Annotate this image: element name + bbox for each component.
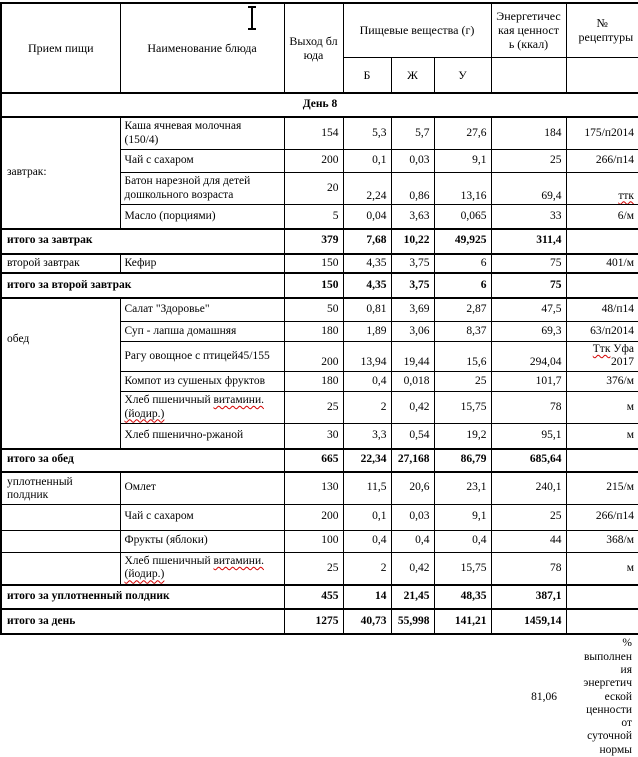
col-header-recipe-empty[interactable] [566,57,638,93]
cell-f[interactable]: 3,63 [391,205,434,229]
cell-kcal[interactable]: 33 [491,205,566,229]
percent-label[interactable]: % выполнения энергетической ценности от суточной нормы [583,637,632,756]
cell-f[interactable]: 21,45 [391,585,434,609]
cell-c[interactable]: 9,1 [434,504,491,530]
cell-c[interactable]: 25 [434,371,491,391]
cell-f[interactable]: 27,168 [391,449,434,472]
cell-kcal[interactable]: 47,5 [491,298,566,321]
col-header-nutrients[interactable]: Пищевые вещества (г) [343,3,491,57]
dish-name-cell[interactable]: Рагу овощное с птицей45/155 [120,341,284,371]
cell-out[interactable]: 180 [284,371,343,391]
misspelled-word: Ттк [592,342,611,355]
dish-name-cell[interactable]: Хлеб пшенично-ржаной [120,424,284,449]
total-row [1,449,638,472]
dish-row [1,472,638,505]
meal-cell-empty[interactable] [1,552,120,585]
cell-b[interactable]: 40,73 [343,609,391,634]
cell-c[interactable]: 86,79 [434,449,491,472]
total-label[interactable]: итого за второй завтрак [1,273,284,298]
cell-kcal[interactable]: 95,1 [491,424,566,449]
col-header-fat[interactable]: Ж [391,57,434,93]
cell-b[interactable]: 4,35 [343,254,391,274]
cell-b[interactable]: 0,81 [343,298,391,321]
menu-table-header [1,3,638,93]
cell-c[interactable]: 9,1 [434,150,491,173]
total-row [1,609,638,634]
day-label[interactable]: День 8 [1,93,638,117]
cell-recipe[interactable] [566,585,638,609]
cell-b[interactable]: 3,3 [343,424,391,449]
cell-c[interactable]: 6 [434,254,491,274]
cell-b[interactable]: 0,04 [343,205,391,229]
cell-c[interactable]: 13,16 [434,173,491,205]
dish-name-cell[interactable]: Компот из сушеных фруктов [120,371,284,391]
cell-kcal[interactable]: 69,4 [491,173,566,205]
cell-b[interactable]: 0,1 [343,504,391,530]
dish-name-cell[interactable]: Суп - лапша домашняя [120,321,284,341]
cell-out[interactable]: 150 [284,273,343,298]
cell-out[interactable]: 180 [284,321,343,341]
col-header-output[interactable]: Выход блюда [284,3,343,93]
cell-recipe[interactable]: 401/м [566,254,638,274]
cell-f[interactable]: 5,7 [391,117,434,150]
dish-name-cell[interactable]: Чай с сахаром [120,504,284,530]
cell-c[interactable]: 0,065 [434,205,491,229]
misspelled-word: (йодир.) [124,407,165,420]
cell-c[interactable]: 23,1 [434,472,491,505]
cell-f[interactable]: 0,86 [391,173,434,205]
col-header-dish[interactable]: Наименование блюда [120,3,284,93]
col-header-kcal[interactable]: Энергетическая ценность (ккал) [491,3,566,57]
cell-out[interactable]: 5 [284,205,343,229]
col-header-meal[interactable]: Прием пищи [1,3,120,93]
cell-b[interactable]: 2 [343,391,391,423]
cell-f[interactable]: 10,22 [391,229,434,254]
cell-recipe[interactable]: 215/м [566,472,638,505]
cell-out[interactable]: 1275 [284,609,343,634]
dish-name-cell[interactable]: Кефир [120,254,284,274]
cell-b[interactable]: 0,4 [343,371,391,391]
cell-recipe[interactable] [566,229,638,254]
cell-recipe[interactable]: 368/м [566,530,638,552]
cell-f[interactable]: 3,75 [391,273,434,298]
cell-f[interactable]: 0,03 [391,150,434,173]
cell-c[interactable]: 49,925 [434,229,491,254]
cell-c[interactable]: 15,75 [434,391,491,423]
cell-c[interactable]: 141,21 [434,609,491,634]
cell-f[interactable]: 0,42 [391,391,434,423]
cell-f[interactable]: 0,4 [391,530,434,552]
cell-kcal[interactable]: 75 [491,273,566,298]
cell-out[interactable]: 25 [284,391,343,423]
cell-c[interactable]: 48,35 [434,585,491,609]
cell-recipe[interactable] [566,449,638,472]
meal-cell[interactable]: завтрак: [1,117,120,229]
cell-kcal[interactable]: 25 [491,504,566,530]
cell-c[interactable]: 15,75 [434,552,491,585]
cell-out[interactable]: 200 [284,504,343,530]
cell-recipe[interactable] [566,609,638,634]
col-header-protein[interactable]: Б [343,57,391,93]
cell-out[interactable]: 30 [284,424,343,449]
dish-row [1,254,638,274]
total-label[interactable]: итого за завтрак [1,229,284,254]
total-label[interactable]: итого за день [1,609,284,634]
day-row [1,93,638,117]
cell-b[interactable]: 14 [343,585,391,609]
cell-recipe[interactable]: 266/п14 [566,504,638,530]
total-row [1,585,638,609]
misspelled-word: витамини. [213,393,264,406]
cell-recipe[interactable]: 48/п14 [566,298,638,321]
cell-recipe[interactable] [566,173,638,205]
dish-row [1,298,638,321]
cell-kcal[interactable]: 25 [491,150,566,173]
cell-b[interactable]: 1,89 [343,321,391,341]
cell-b[interactable]: 7,68 [343,229,391,254]
cell-c[interactable]: 8,37 [434,321,491,341]
cell-recipe[interactable]: 266/п14 [566,150,638,173]
cell-b[interactable]: 2,24 [343,173,391,205]
misspelled-word: витамини. [213,554,264,567]
cell-out[interactable]: 25 [284,552,343,585]
dish-row [1,117,638,150]
cell-recipe[interactable] [566,273,638,298]
cell-b[interactable]: 11,5 [343,472,391,505]
col-header-kcal-empty[interactable] [491,57,566,93]
cell-recipe[interactable]: м [566,552,638,585]
cell-c[interactable]: 2,87 [434,298,491,321]
cell-out[interactable]: 150 [284,254,343,274]
cell-b[interactable]: 4,35 [343,273,391,298]
misspelled-word: (йодир.) [124,568,165,581]
cell-b[interactable]: 2 [343,552,391,585]
cell-recipe[interactable]: 6/м [566,205,638,229]
dish-row [1,530,638,552]
cell-out[interactable]: 50 [284,298,343,321]
dish-name-cell[interactable]: Батон нарезной для детей дошкольного возраста [120,173,284,205]
cell-kcal[interactable]: 101,7 [491,371,566,391]
dish-name-cell[interactable]: Каша ячневая молочная (150/4) [120,117,284,150]
footer [0,636,638,757]
cell-f[interactable]: 19,44 [391,341,434,371]
cell-recipe[interactable]: 63/п2014 [566,321,638,341]
cell-recipe[interactable]: м [566,391,638,423]
cell-recipe[interactable]: 175/п2014 [566,117,638,150]
cell-out[interactable]: 455 [284,585,343,609]
cell-b[interactable]: 22,34 [343,449,391,472]
cell-out[interactable]: 20 [284,173,343,205]
cell-kcal[interactable]: 387,1 [491,585,566,609]
cell-kcal[interactable]: 240,1 [491,472,566,505]
cell-f[interactable]: 0,018 [391,371,434,391]
cell-b[interactable]: 13,94 [343,341,391,371]
cell-kcal[interactable]: 75 [491,254,566,274]
cell-b[interactable]: 5,3 [343,117,391,150]
cell-c[interactable]: 27,6 [434,117,491,150]
misspelled-word: ттк [618,189,634,202]
cell-recipe[interactable]: Ттк Уфа 2017 [566,341,638,371]
cell-f[interactable]: 55,998 [391,609,434,634]
cell-f[interactable]: 3,69 [391,298,434,321]
header-row-main [1,3,638,57]
cell-c[interactable]: 6 [434,273,491,298]
dish-name-cell[interactable]: Чай с сахаром [120,150,284,173]
dish-name-cell[interactable]: Салат "Здоровье" [120,298,284,321]
cell-kcal[interactable]: 78 [491,391,566,423]
cell-f[interactable]: 0,03 [391,504,434,530]
total-label[interactable]: итого за уплотненный полдник [1,585,284,609]
cell-kcal[interactable]: 69,3 [491,321,566,341]
meal-cell-empty[interactable] [1,504,120,530]
cell-f[interactable]: 3,75 [391,254,434,274]
total-row [1,229,638,254]
cell-kcal[interactable]: 311,4 [491,229,566,254]
dish-name-cell[interactable]: Фрукты (яблоки) [120,530,284,552]
cell-kcal[interactable]: 685,64 [491,449,566,472]
cell-kcal[interactable]: 1459,14 [491,609,566,634]
dish-name-cell[interactable]: Хлеб пшеничный витамини. (йодир.) [120,552,284,585]
cell-c[interactable]: 19,2 [434,424,491,449]
meal-cell[interactable]: обед [1,298,120,448]
dish-row [1,504,638,530]
cell-out[interactable]: 130 [284,472,343,505]
cell-out[interactable]: 379 [284,229,343,254]
cell-c[interactable]: 15,6 [434,341,491,371]
col-header-carbs[interactable]: У [434,57,491,93]
total-row [1,273,638,298]
meal-cell-empty[interactable] [1,530,120,552]
cell-f[interactable]: 20,6 [391,472,434,505]
cell-out[interactable]: 100 [284,530,343,552]
cell-recipe[interactable]: м [566,424,638,449]
cell-out[interactable]: 200 [284,150,343,173]
cell-f[interactable]: 0,54 [391,424,434,449]
cell-out[interactable]: 154 [284,117,343,150]
cell-kcal[interactable]: 294,04 [491,341,566,371]
dish-name-cell[interactable]: Хлеб пшеничный витамини. (йодир.) [120,391,284,423]
cell-kcal[interactable]: 44 [491,530,566,552]
total-label[interactable]: итого за обед [1,449,284,472]
menu-table-body [1,93,638,634]
cell-kcal[interactable]: 184 [491,117,566,150]
percent-value[interactable]: 81,06 [531,690,557,703]
cell-out[interactable]: 665 [284,449,343,472]
cell-f[interactable]: 3,06 [391,321,434,341]
cell-c[interactable]: 0,4 [434,530,491,552]
dish-name-cell[interactable]: Омлет [120,472,284,505]
cell-out[interactable]: 200 [284,341,343,371]
cell-kcal[interactable]: 78 [491,552,566,585]
menu-table [0,2,638,635]
col-header-recipe[interactable]: № рецептуры [566,3,638,57]
cell-b[interactable]: 0,1 [343,150,391,173]
meal-cell[interactable]: второй завтрак [1,254,120,274]
dish-row [1,552,638,585]
cell-b[interactable]: 0,4 [343,530,391,552]
meal-cell[interactable]: уплотненный полдник [1,472,120,505]
cell-recipe[interactable]: 376/м [566,371,638,391]
text-cursor-icon [246,5,258,31]
dish-name-cell[interactable]: Масло (порциями) [120,205,284,229]
cell-f[interactable]: 0,42 [391,552,434,585]
